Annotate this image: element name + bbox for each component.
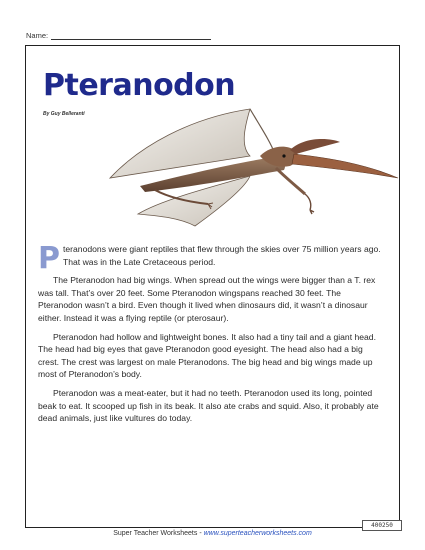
paragraph-2: The Pteranodon had big wings. When spread out the wings were bigger than a T. rex was tall. That’s over 20 feet. Some Pteranodon wingspans reached 30 feet. The Pteranodon wasn’t a bird. Even though it lived when dinosaurs did, it wasn’t a dinosaur either. Instead it was a flying reptile (or pterosaur). [38, 275, 376, 323]
footer-link[interactable]: www.superteacherworksheets.com [203, 530, 312, 537]
footer [0, 530, 425, 537]
name-label: Name: [26, 31, 49, 40]
footer-separator: - [197, 530, 204, 537]
article-body [38, 243, 383, 431]
name-line [26, 31, 211, 40]
footer-brand: Super Teacher Worksheets [113, 530, 198, 537]
paragraph-3: Pteranodon had hollow and lightweight bones. It also had a tiny tail and a giant head. The head had big eyes that gave Pteranodon good eyesight. The head also had a big crest. The crest was largest on male Pteranodons. The big head and big wings made up most of Pteranodon’s body. [38, 331, 376, 380]
paragraph-4: Pteranodon was a meat-eater, but it had no teeth. Pteranodon used its long, pointed beak to eat. It scooped up fish in its beak. It also ate crabs and squid. Also, it probably ate dead animals, just like vultures do today. [38, 387, 379, 424]
drop-cap: P [38, 241, 60, 276]
byline: By Guy Belleranti [43, 111, 85, 117]
worksheet-code: 400250 [362, 520, 402, 531]
name-input-line[interactable] [51, 33, 211, 40]
pteranodon-illustration [100, 106, 400, 228]
paragraph-1-text: teranodons were giant reptiles that flew through the skies over 75 million years ago. That was in the Late Cretaceous period. [63, 244, 381, 267]
page-title: Pteranodon [43, 68, 236, 103]
paragraph-1 [38, 241, 383, 276]
